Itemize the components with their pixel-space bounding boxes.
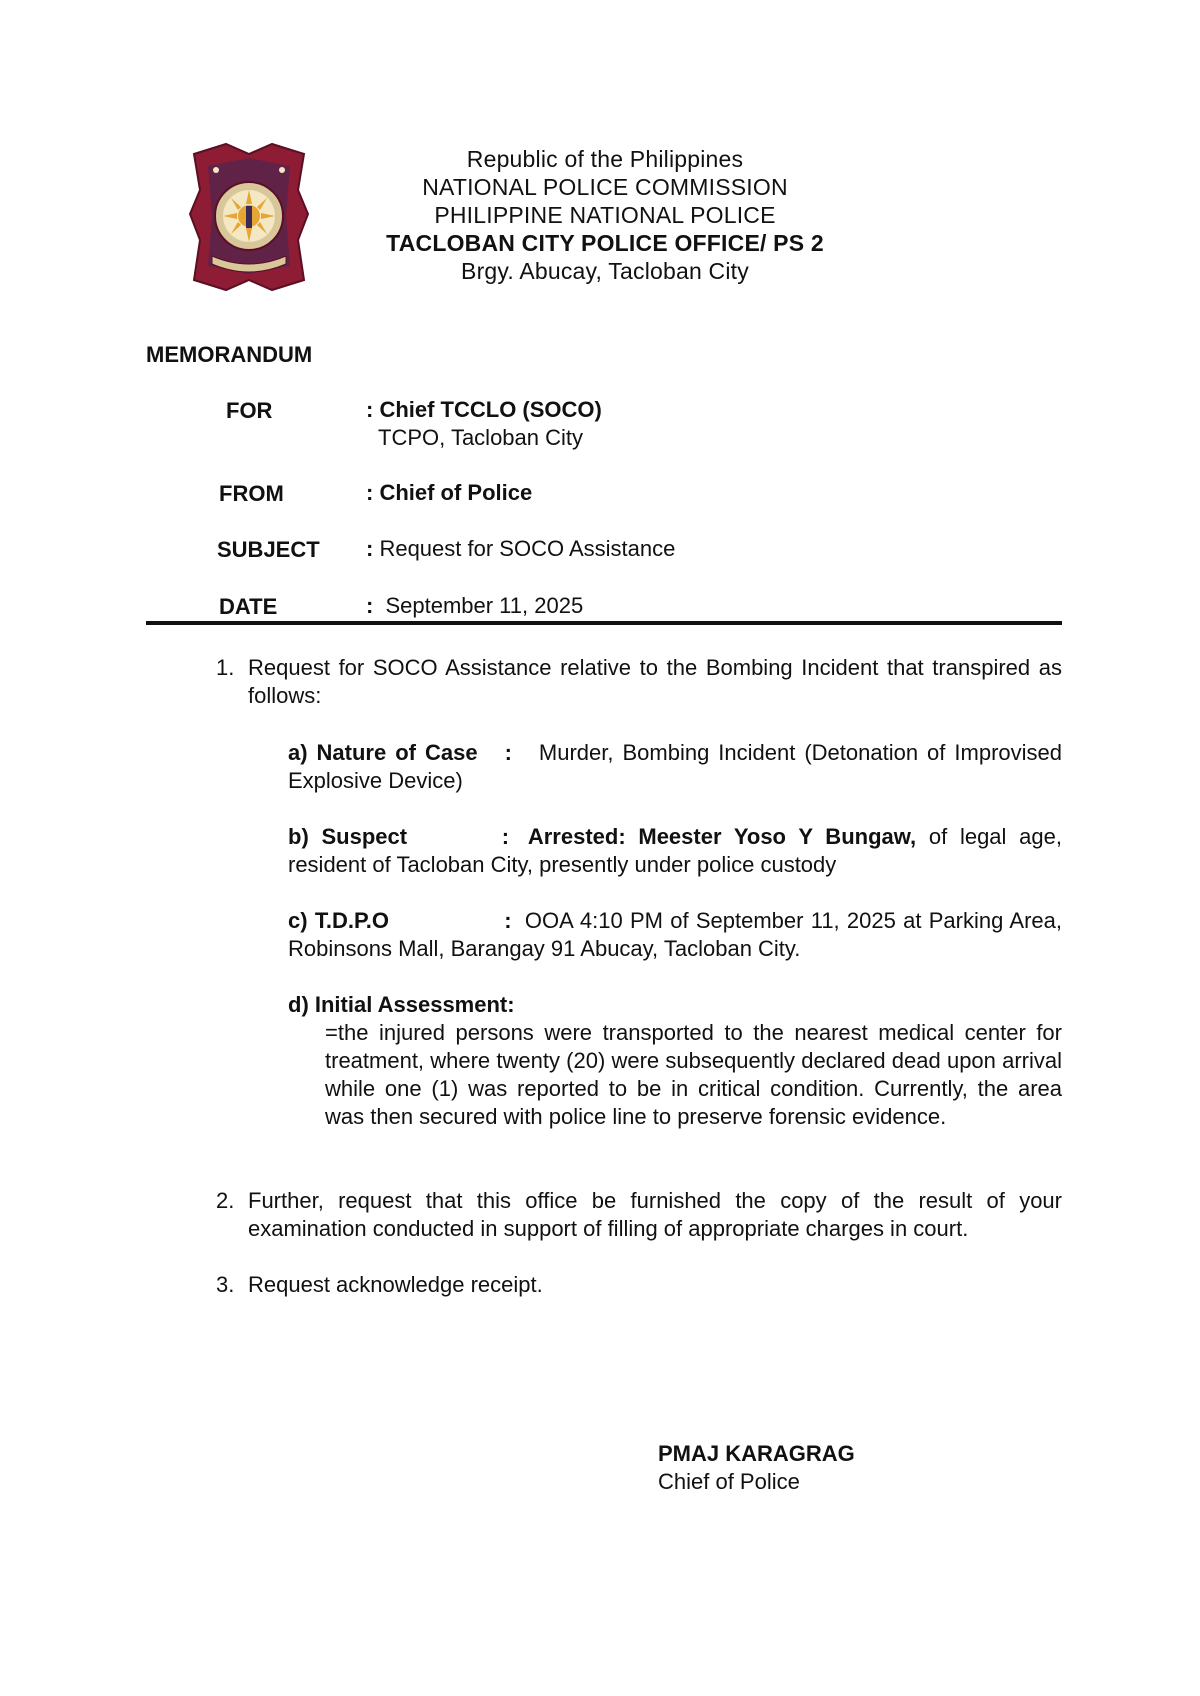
date-colon: :: [366, 593, 374, 618]
for-recipient-office: TCPO, Tacloban City: [378, 425, 584, 450]
p2-number: 2.: [216, 1188, 235, 1213]
date-label: DATE: [219, 594, 278, 619]
letterhead-office: TACLOBAN CITY POLICE OFFICE/ PS 2: [386, 230, 824, 256]
from-value: : Chief of Police: [366, 480, 533, 505]
item-a-text: Murder, Bombing Incident (Detonation of Improvised Explosive Device): [288, 740, 1062, 793]
p1-number: 1.: [216, 655, 235, 680]
item-c-colon: :: [504, 908, 512, 933]
header-divider: [146, 621, 1062, 625]
p1-text: Request for SOCO Assistance relative to the Bombing Incident that transpired as follows:: [248, 655, 1062, 708]
item-c-label: c) T.D.P.O: [288, 908, 390, 933]
letterhead-pnp: PHILIPPINE NATIONAL POLICE: [434, 202, 776, 228]
item-b-arrested: Arrested: Meester Yoso Y Bungaw,: [527, 824, 917, 849]
item-b-text: of legal age, resident of Tacloban City, presently under police custody: [288, 824, 1062, 877]
item-d-label: d) Initial Assessment:: [288, 992, 515, 1017]
item-d-text: =the injured persons were transported to the nearest medical center for treatment, where twenty (20) were subsequently declared dead upon arrival while one (1) was reported to be in critical condition. Currently, the area was then secured with police line to preserve forensic evidence.: [325, 1020, 1062, 1129]
letterhead: [300, 145, 910, 285]
signatory-name: PMAJ KARAGRAG: [658, 1441, 855, 1466]
p3-number: 3.: [216, 1272, 235, 1297]
p2-text: Further, request that this office be furnished the copy of the result of your examination conducted in support of filling of appropriate charges in court.: [248, 1188, 1062, 1241]
date-value: [366, 592, 583, 620]
subject-value: [366, 535, 675, 563]
signatory-title: Chief of Police: [658, 1469, 800, 1494]
subject-label: SUBJECT: [217, 537, 320, 562]
item-a-label: a) Nature of Case: [288, 740, 478, 765]
letterhead-republic: Republic of the Philippines: [466, 146, 744, 172]
item-c: [288, 907, 1062, 963]
letterhead-napolcom: NATIONAL POLICE COMMISSION: [422, 174, 788, 200]
p3-text: Request acknowledge receipt.: [248, 1272, 543, 1297]
date-text: September 11, 2025: [385, 593, 584, 618]
item-b: [288, 823, 1062, 879]
letterhead-address: Brgy. Abucay, Tacloban City: [461, 258, 749, 284]
subject-text: Request for SOCO Assistance: [379, 536, 676, 561]
signature-block: [658, 1440, 855, 1496]
for-value: [366, 396, 602, 452]
item-b-label: b) Suspect: [288, 824, 408, 849]
memo-title: MEMORANDUM: [146, 342, 313, 367]
for-label: FOR: [226, 398, 273, 423]
pnp-logo: [186, 140, 312, 292]
for-recipient: : Chief TCCLO (SOCO): [366, 397, 602, 422]
item-b-colon: :: [501, 824, 510, 849]
item-c-text: OOA 4:10 PM of September 11, 2025 at Parking Area, Robinsons Mall, Barangay 91 Abucay, Tacloban City.: [288, 908, 1062, 961]
subject-colon: :: [366, 536, 374, 561]
item-a: [288, 739, 1062, 795]
from-label: FROM: [219, 481, 284, 506]
item-a-colon: :: [504, 740, 512, 765]
